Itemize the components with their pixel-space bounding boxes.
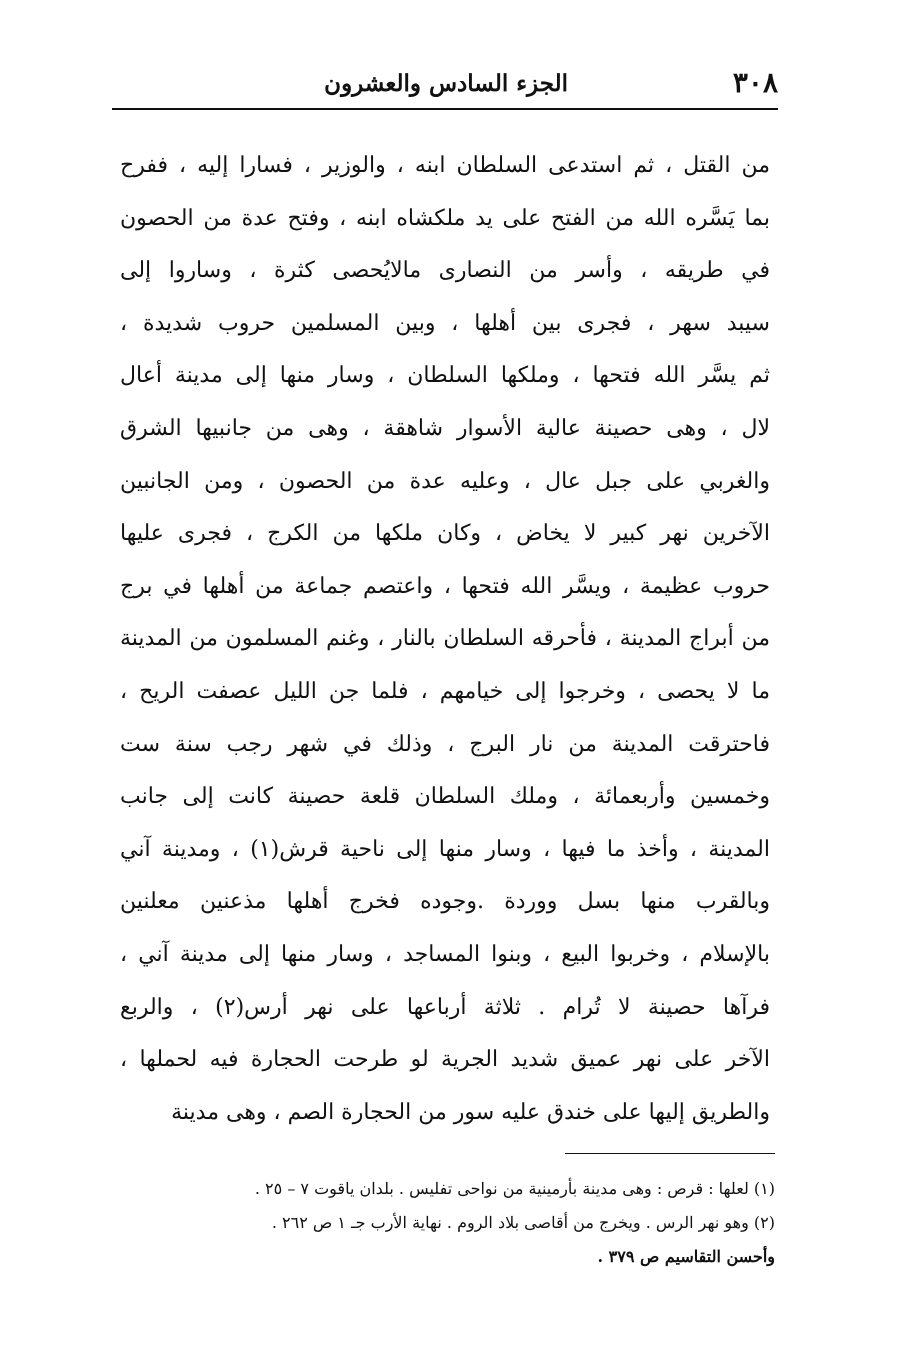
text-line: والغربي على جبل عال ، وعليه عدة من الحصون ، ومن الجانبين (120, 468, 770, 494)
text-line: الآخر على نهر عميق شديد الجرية لو طرحت الحجارة فيه لحملها ، (120, 1047, 770, 1073)
footnote-divider (565, 1153, 775, 1154)
running-title: الجزء السادس والعشرون (324, 70, 568, 97)
page-header (112, 60, 778, 104)
footnote-1: (١) لعلها : قرص : وهى مدينة بأرمينية من نواحى تفليس . بلدان ياقوت ٧ – ٢٥ . (254, 1179, 775, 1198)
text-line: من أبراج المدينة ، فأحرقه السلطان بالنار ، وغنم المسلمون من المدينة (120, 626, 770, 652)
text-line: والطريق إليها على خندق عليه سور من الحجارة الصم ، وهى مدينة (171, 1099, 770, 1125)
page-number: ٣٠٨ (732, 66, 778, 99)
main-text (120, 140, 770, 1139)
text-line: بما يَسَّره الله من الفتح على يد ملكشاه ابنه ، وفتح عدة من الحصون (120, 205, 770, 231)
footnotes (125, 1172, 775, 1274)
text-line: وخمسين وأربعمائة ، وملك السلطان قلعة حصينة كانت إلى جانب (120, 784, 770, 810)
text-line: ما لا يحصى ، وخرجوا إلى خيامهم ، فلما جن الليل عصفت الريح ، (120, 678, 770, 704)
text-line: لال ، وهى حصينة عالية الأسوار شاهقة ، وهى من جانبيها الشرق (120, 415, 770, 441)
text-line: ثم يسَّر الله فتحها ، وملكها السلطان ، وسار منها إلى مدينة أعال (120, 363, 770, 389)
text-line: فرآها حصينة لا تُرام . ثلاثة أرباعها على نهر أرس(٢) ، والربع (120, 994, 770, 1020)
text-line: في طريقه ، وأسر من النصارى مالايُحصى كثرة ، وساروا إلى (120, 258, 770, 284)
text-line: سيبد سهر ، فجرى بين أهلها ، وبين المسلمين حروب شديدة ، (120, 310, 770, 336)
text-line: الآخرين نهر كبير لا يخاض ، وكان ملكها من الكرج ، فجرى عليها (120, 521, 770, 547)
text-line: من القتل ، ثم استدعى السلطان ابنه ، والوزير ، فسارا إليه ، ففرح (120, 153, 770, 178)
text-line: حروب عظيمة ، ويسَّر الله فتحها ، واعتصم جماعة من أهلها في برج (120, 573, 770, 599)
text-line: بالإسلام ، وخربوا البيع ، وبنوا المساجد ، وسار منها إلى مدينة آني ، (120, 941, 770, 967)
text-line: المدينة ، وأخذ ما فيها ، وسار منها إلى ناحية قرش(١) ، ومدينة آني (120, 836, 770, 862)
footnote-2-continuation: وأحسن التقاسيم ص ٣٧٩ . (597, 1247, 775, 1266)
text-line: وبالقرب منها بسل ووردة .وجوده فخرج أهلها مذعنين معلنين (120, 889, 770, 915)
header-divider (112, 108, 778, 110)
footnote-2: (٢) وهو نهر الرس . ويخرج من أقاصى بلاد الروم . نهاية الأرب جـ ١ ص ٢٦٢ . (271, 1213, 775, 1232)
text-line: فاحترقت المدينة من نار البرج ، وذلك في شهر رجب سنة ست (120, 731, 770, 757)
